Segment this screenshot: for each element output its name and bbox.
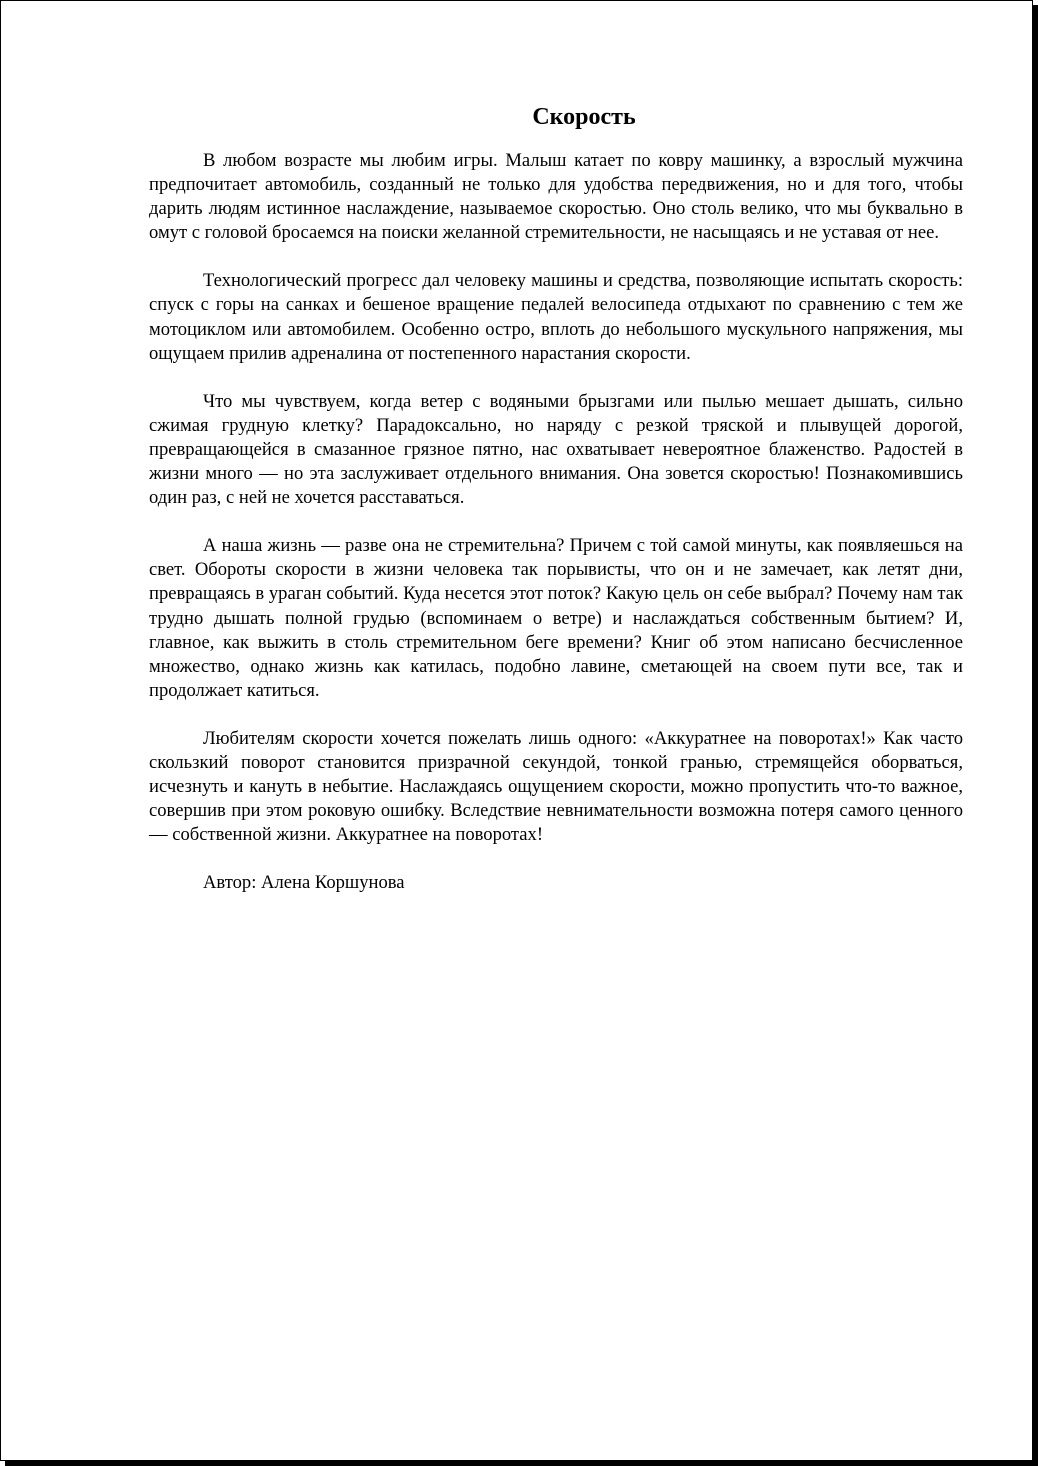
paragraph-4: А наша жизнь — разве она не стремительна? Причем с той самой минуты, как появляешься на свет. Обороты скорости в жизни человека так порывисты, что он и не замечает, как летят дни, превращаясь в ураган событий. Куда несется этот поток? Какую цель он себе выбрал? Почему нам так трудно дышать полной грудью (вспоминаем о ветре) и наслаждаться собственным бытием? И, главное, как выжить в столь стремительном беге времени? Книг об этом написано бесчисленное множество, однако жизнь как катилась, подобно лавине, сметающей на своем пути все, так и продолжает катиться. <box>149 535 963 701</box>
author-line: Автор: Алена Коршунова <box>203 872 405 894</box>
paragraph-5: Любителям скорости хочется пожелать лишь одного: «Аккуратнее на поворотах!» Как часто скользкий поворот становится призрачной секундой, тонкой гранью, стремящейся оборваться, исчезнуть и кануть в небытие. Наслаждаясь ощущением скорости, можно пропустить что-то важное, совершив при этом роковую ошибку. Вследствие невнимательности возможна потеря самого ценного — собственной жизни. Аккуратнее на поворотах! <box>149 727 963 846</box>
document-content <box>149 99 963 895</box>
document-title: Скорость <box>532 104 636 130</box>
page-shadow-bottom <box>5 1461 1038 1466</box>
paragraph-2: Технологический прогресс дал человеку машины и средства, позволяющие испытать скорость: спуск с горы на санках и бешеное вращение педалей велосипеда отдыхают по сравнению с тем же мотоциклом или автомобилем. Особенно остро, вплоть до небольшого мускульного напряжения, мы ощущаем прилив адреналина от постепенного нарастания скорости. <box>149 270 963 364</box>
paragraph-3: Что мы чувствуем, когда ветер с водяными брызгами или пылью мешает дышать, сильно сжимая грудную клетку? Парадоксально, но наряду с резкой тряской и плывущей дорогой, превращающейся в смазанное грязное пятно, нас охватывает невероятное блаженство. Радостей в жизни много — но эта заслуживает отдельного внимания. Она зовется скоростью! Познакомившись один раз, с ней не хочется расставаться. <box>149 390 963 509</box>
page-shadow-right <box>1033 5 1038 1466</box>
paragraph-1: В любом возрасте мы любим игры. Малыш катает по ковру машинку, а взрослый мужчина предпочитает автомобиль, созданный не только для удобства передвижения, но и для того, чтобы дарить людям истинное наслаждение, называемое скоростью. Оно столь велико, что мы буквально в омут с головой бросаемся на поиски желанной стремительности, не насыщаясь и не уставая от нее. <box>149 150 963 244</box>
